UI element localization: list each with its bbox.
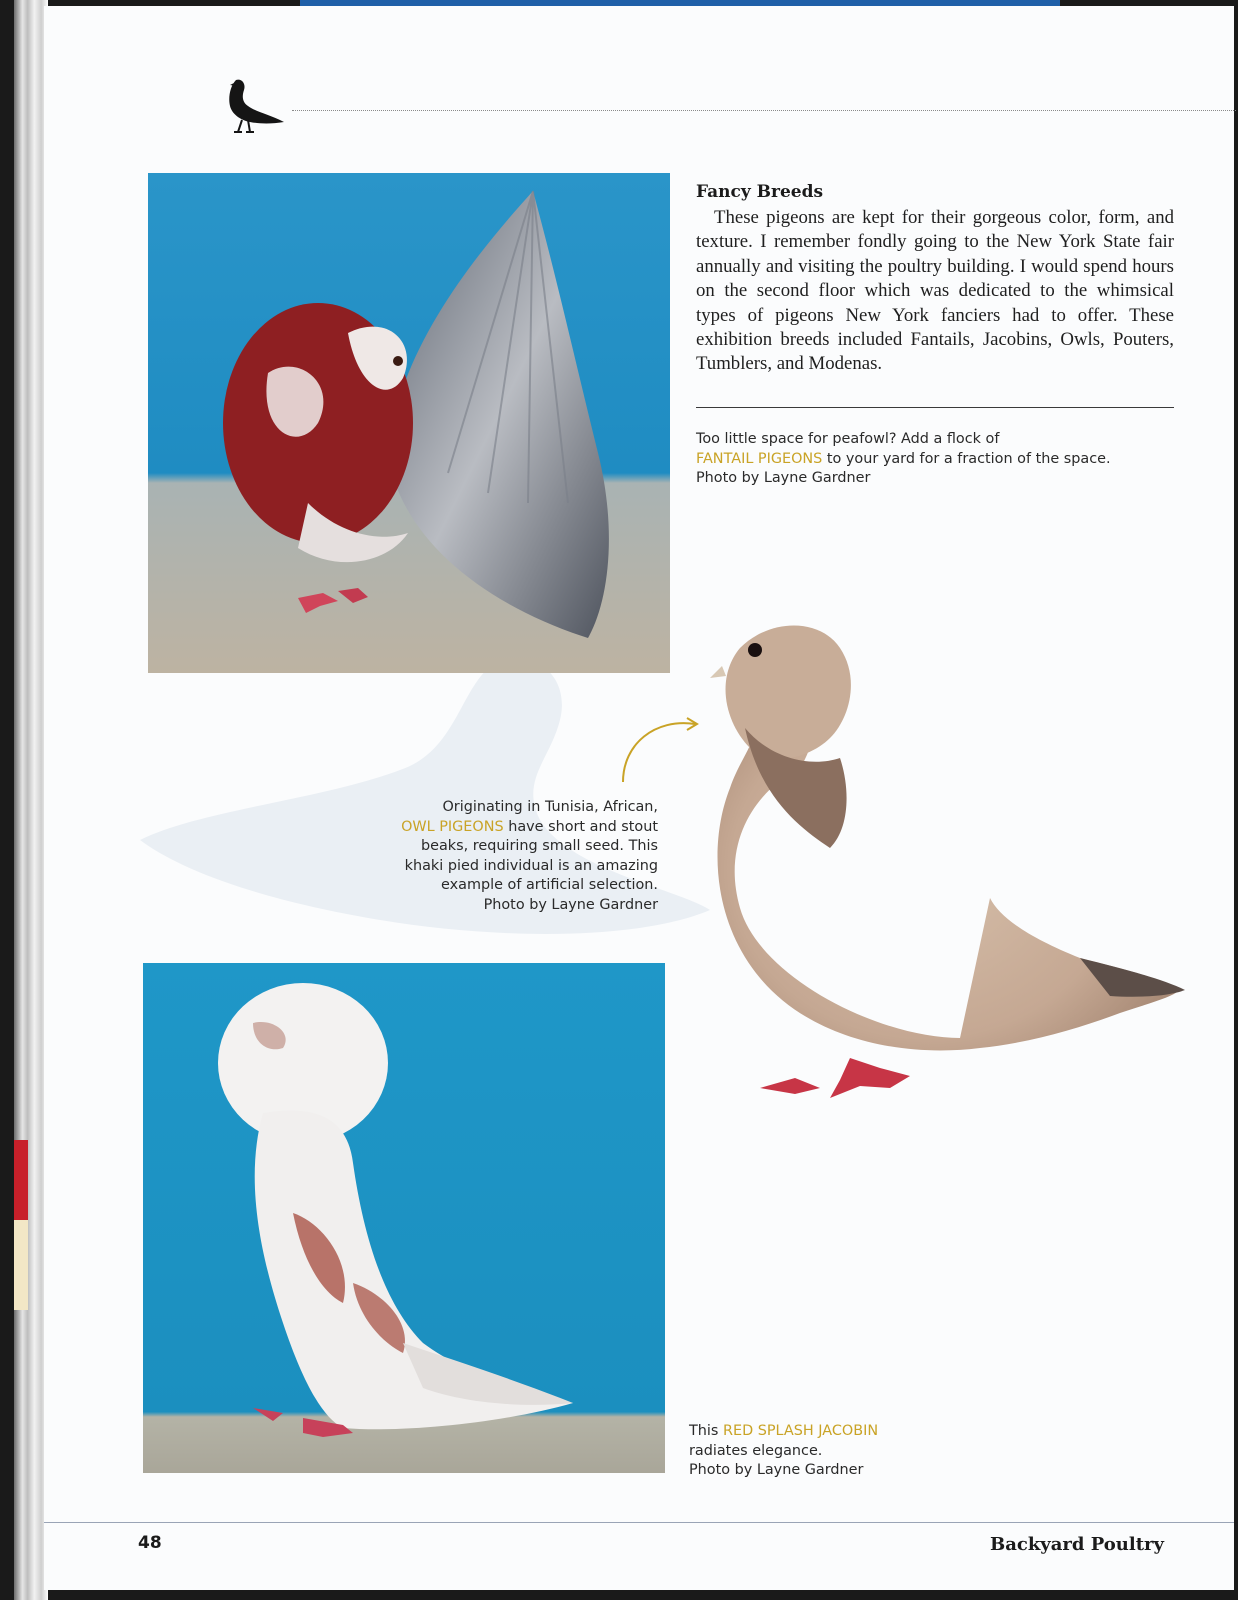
footer-rule: [44, 1522, 1234, 1523]
article-block: [696, 182, 1174, 377]
book-page-edges: [14, 0, 48, 1600]
caption-highlight: FANTAIL PIGEONS: [696, 450, 823, 467]
pigeon-silhouette-icon: [220, 76, 286, 136]
article-body: These pigeons are kept for their gorgeous color, form, and texture. I remember fondly going to the New York State fair annually and visiting the poultry building. I would spend hours on the second floor which was dedicated to the whimsical types of pigeons New York fanciers had to offer. These exhibition breeds included Fantails, Jacobins, Owls, Pouters, Tumblers, and Modenas.: [696, 207, 1174, 375]
magazine-title: Backyard Poultry: [989, 1534, 1164, 1555]
header-dotted-rule: [292, 110, 1236, 111]
page-edge-yellow-strip: [14, 1220, 28, 1310]
caption-text: Originating in Tunisia, African,: [442, 799, 658, 815]
caption-text: This: [689, 1423, 719, 1439]
caption-text: have short and stout beaks, requiring small seed. This khaki pied individual is an amazing example of artificial selection.: [404, 818, 658, 893]
owl-pigeon-photo: [700, 618, 1200, 1138]
jacobin-pigeon-photo: [143, 963, 665, 1473]
caption-text: Too little space for peafowl? Add a flock of: [696, 431, 1000, 447]
section-heading: Fancy Breeds: [696, 182, 824, 202]
page-edge-red-strip: [14, 1140, 28, 1220]
page-number: 48: [138, 1533, 162, 1553]
fantail-caption: [696, 430, 1166, 489]
fantail-pigeon-photo: [148, 173, 670, 673]
curved-arrow-icon: [615, 714, 705, 786]
caption-highlight: RED SPLASH JACOBIN: [723, 1423, 879, 1439]
photo-credit: Photo by Layne Gardner: [483, 896, 658, 913]
owl-caption: [398, 798, 658, 915]
photo-credit: Photo by Layne Gardner: [689, 1462, 864, 1478]
jacobin-caption: [689, 1422, 989, 1481]
caption-text: radiates elegance.: [689, 1442, 823, 1459]
caption-text: to your yard for a fraction of the space.: [826, 450, 1111, 467]
photo-credit: Photo by Layne Gardner: [696, 470, 871, 486]
article-rule: [696, 407, 1174, 408]
caption-highlight: OWL PIGEONS: [401, 818, 504, 835]
